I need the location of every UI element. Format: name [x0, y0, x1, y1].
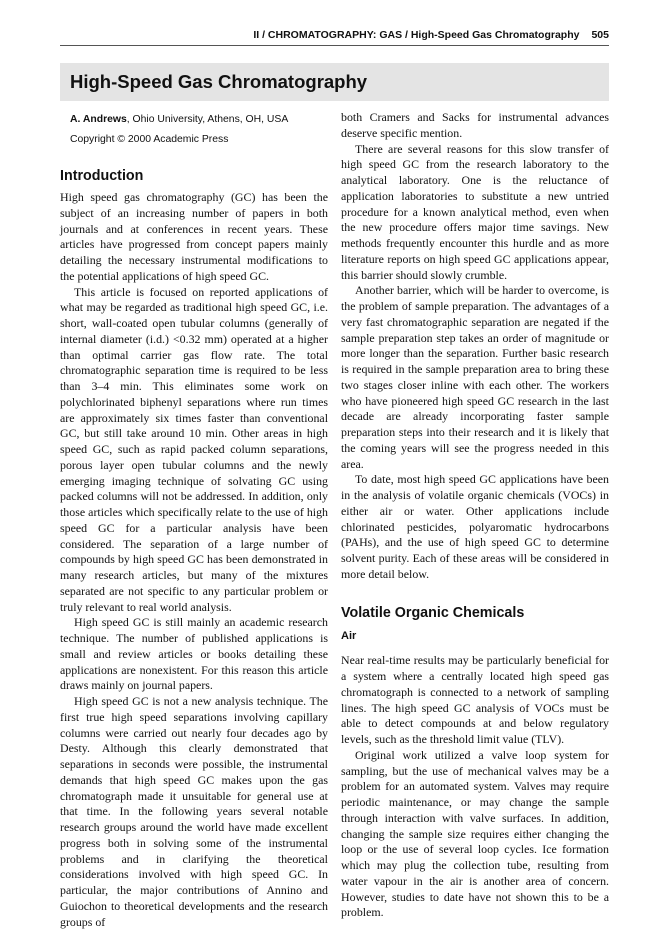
intro-paragraph-3: High speed GC is still mainly an academic research technique. The number of published applications is small and review articles or books detailing these applications are nonexistent. For this reason this article draws mainly on journal papers.: [60, 615, 328, 693]
intro-paragraph-5: There are several reasons for this slow transfer of high speed GC from the research laboratory to the analytical laboratory. One is the reluctance of application laboratories to substitute a new untried procedure for a known analytical method, even when the new procedure offers major time savings. New methods frequently encounter this hurdle and as more literature reports on high speed GC applications appear, this barrier should slowly crumble.: [341, 141, 609, 282]
title-banner: [60, 63, 609, 101]
running-title: II / CHROMATOGRAPHY: GAS / High-Speed Gas Chromatography: [253, 29, 580, 41]
article-title: High-Speed Gas Chromatography: [70, 71, 368, 92]
left-column: [60, 110, 328, 930]
intro-paragraph-1: High speed gas chromatography (GC) has been the subject of an increasing number of papers in both journals and at conferences in recent years. These articles have progressed from concept papers mainly detailing the necessary instrumental modifications to the potential applications of high speed GC.: [60, 190, 328, 283]
introduction-heading: Introduction: [60, 168, 144, 184]
copyright-line: Copyright © 2000 Academic Press: [70, 134, 229, 145]
right-column: [341, 110, 609, 921]
intro-paragraph-2: This article is focused on reported applications of what may be regarded as traditional high speed GC, i.e. short, wall-coated open tubular columns (generally of internal diameter (i.d.) <0.32 mm) operated at a higher than optimal carrier gas flow rate. The total chromatographic separation time is required to be less than 3–4 min. This eliminates some work on polychlorinated biphenyl separations where run times are approximately six times faster than conventional GC, but still take around 10 min. Other areas in high speed GC, such as rapid packed column separations, porous layer open tubular columns and the newly emerging imaging technique of solvating GC using packed columns will not be addressed. In addition, only those articles which specifically relate to the use of high speed GC for a particular analysis have been considered. The separation of a large number of compounds by high speed GC has been demonstrated in many research articles, but many of the mixtures separated are not specific to any particular problem or truly relevant to real world analysis.: [60, 284, 328, 614]
voc-paragraph-1: Near real-time results may be particularly beneficial for a system where a centrally located high speed gas chromatograph is connected to a network of sampling lines. The high speed GC analysis of VOCs must be able to detect compounds at and below regulatory levels, such as the threshold limit value (TLV).: [341, 653, 609, 746]
author-line: [60, 110, 328, 130]
intro-paragraph-4-continued: both Cramers and Sacks for instrumental advances deserve specific mention.: [341, 110, 609, 140]
intro-paragraph-6: Another barrier, which will be harder to overcome, is the problem of sample preparation. The advantages of a very fast chromatographic separation are negated if the sample preparation step takes an order of magnitude or more longer than the separation. Further basic research is required in the sample preparation area to bring these two stages closer inline with each other. The workers who have pioneered high speed GC research in the last decade are already incorporating faster sample preparation steps into their research and it is likely that the coming years will see the progress needed in this area.: [341, 283, 609, 471]
header-rule: [60, 45, 609, 46]
voc-paragraph-2: Original work utilized a valve loop system for sampling, but the use of mechanical valves may be a problem for an automated system. Valves may require periodic maintenance, or may change the sample through interaction with valve surfaces. In addition, changing the sample size requires either changing the loop or the use of several loop cycles. Ice formation which may plug the collection tube, resulting from water vapour in the air is another area of concern. However, studies to date have not shown this to be a problem.: [341, 747, 609, 920]
author-affiliation: , Ohio University, Athens, OH, USA: [126, 114, 289, 125]
intro-paragraph-4: High speed GC is not a new analysis technique. The first true high speed separations involving capillary columns were carried out nearly four decades ago by Desty. Although this clearly demonstrated that separations in seconds were possible, the instrumental demands that high speed GC makes upon the gas chromatograph made it unsuitable for general use at that time. In the following years several notable research groups around the world have made excellent progress both in solving some of the instrumental problems and in clarifying the theoretical considerations involved with high speed GC. In particular, the major contributions of Annino and Guiochon to theoretical developments and the research groups of: [60, 694, 328, 929]
author-name: A. Andrews: [70, 114, 127, 125]
page-number: 505: [591, 29, 609, 41]
air-subheading: Air: [341, 629, 357, 642]
voc-heading: Volatile Organic Chemicals: [341, 604, 525, 621]
running-head: [60, 29, 609, 41]
intro-paragraph-7: To date, most high speed GC applications have been in the analysis of volatile organic chemicals (VOCs) in either air or water. Other applications include chlorinated pesticides, polyaromatic hydrocarbons (PAHs), and the use of high speed GC to determine solvent purity. Each of these areas will be considered in more detail below.: [341, 472, 609, 581]
